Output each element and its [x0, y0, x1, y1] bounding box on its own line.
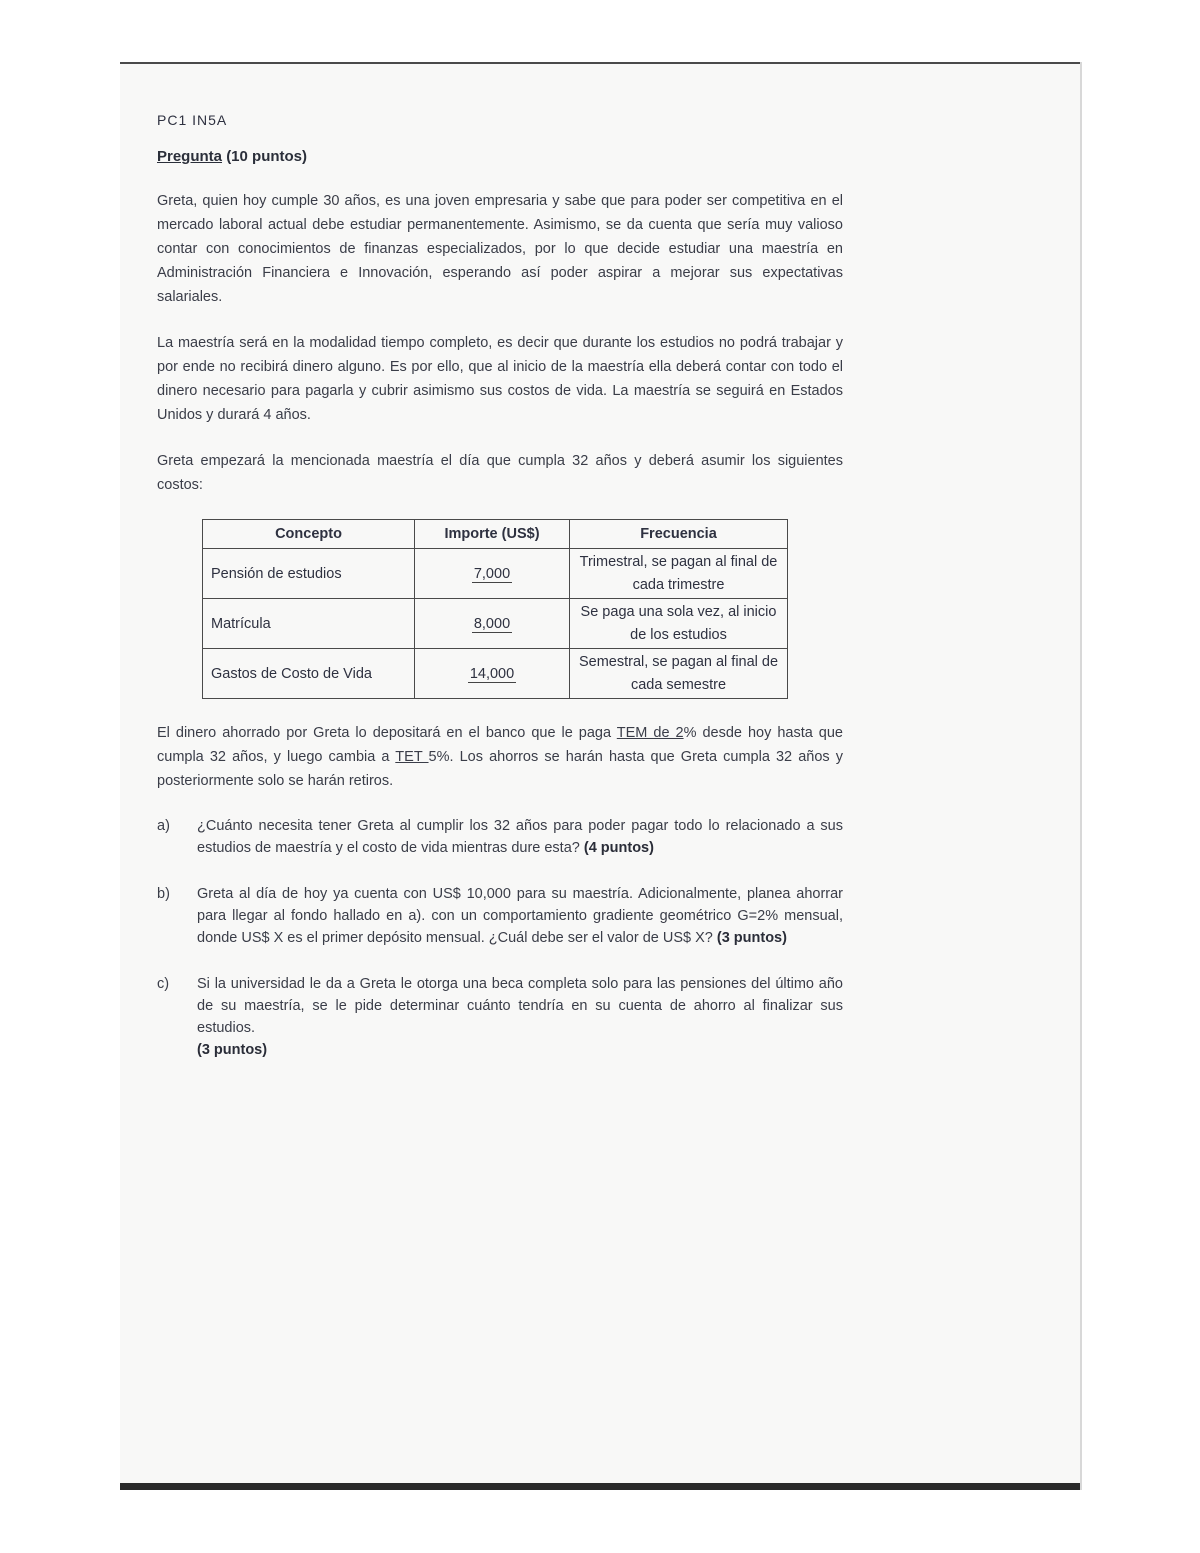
table-row — [203, 599, 788, 649]
cell-frequency — [570, 599, 788, 649]
savings-text-2: % desde hoy hasta que cumpla 32 años, y luego cambia a — [157, 725, 843, 765]
header-importe: Importe (US$) — [415, 520, 570, 549]
freq-line-2: cada trimestre — [632, 576, 725, 593]
cell-concept: Pensión de estudios — [203, 549, 415, 599]
amount-value: 8,000 — [473, 615, 511, 632]
item-body: Si la universidad le da a Greta le otorga una beca completa solo para las pensiones del último año de su maestría, se le pide determinar cuánto tendría en su cuenta de ahorro al finalizar sus estudios. — [197, 976, 843, 1036]
table-header-row — [203, 520, 788, 549]
question-label: Pregunta — [157, 148, 223, 165]
paragraph-intro: Greta, quien hoy cumple 30 años, es una joven empresaria y sabe que para poder ser competitiva en el mercado laboral actual debe estudiar permanentemente. Asimismo, se da cuenta que sería muy valioso contar con conocimientos de finanzas especializados, por lo que decide estudiar una maestría en Administración Financiera e Innovación, esperando así poder aspirar a mejorar sus expectativas salariales. — [157, 193, 843, 305]
freq-line-2: cada semestre — [630, 676, 727, 693]
freq-line-1: Se paga una sola vez, al inicio — [580, 603, 777, 620]
amount-value: 14,000 — [469, 665, 515, 682]
item-body: ¿Cuánto necesita tener Greta al cumplir los 32 años para poder pagar todo lo relacionado a sus estudios de maestría y el costo de vida mientras dure esta? — [197, 818, 843, 856]
cell-amount — [415, 549, 570, 599]
header-concepto: Concepto — [203, 520, 415, 549]
table-row — [203, 649, 788, 699]
question-item-c — [157, 973, 843, 1061]
cell-concept: Matrícula — [203, 599, 415, 649]
cell-concept: Gastos de Costo de Vida — [203, 649, 415, 699]
item-letter: b) — [157, 886, 170, 902]
cell-frequency — [570, 549, 788, 599]
item-letter: a) — [157, 818, 170, 834]
table-row — [203, 549, 788, 599]
course-code: PC1 IN5A — [157, 112, 228, 128]
item-body: Greta al día de hoy ya cuenta con US$ 10,000 para su maestría. Adicionalmente, planea ahorrar para llegar al fondo hallado en a). con un comportamiento gradiente geométrico G=2% mensual, donde US$ X es el primer depósito mensual. ¿Cuál debe ser el valor de US$ X? — [197, 886, 843, 946]
savings-text-3: 5%. Los ahorros se harán hasta que Greta cumpla 32 años y posteriormente solo se harán retiros. — [157, 749, 844, 789]
question-title — [157, 148, 843, 165]
item-points: (3 puntos) — [197, 1042, 268, 1058]
paragraph-modality: La maestría será en la modalidad tiempo completo, es decir que durante los estudios no podrá trabajar y por ende no recibirá dinero alguno. Es por ello, que al inicio de la maestría ella deberá contar con todo el dinero necesario para pagarla y cubrir asimismo sus costos de vida. La maestría se seguirá en Estados Unidos y durará 4 años. — [157, 335, 843, 423]
cell-amount — [415, 599, 570, 649]
item-points: (4 puntos) — [583, 840, 654, 856]
paragraph-costs-intro: Greta empezará la mencionada maestría el día que cumpla 32 años y deberá asumir los siguientes costos: — [157, 453, 843, 493]
freq-line-1: Semestral, se pagan al final de — [578, 653, 779, 670]
amount-value: 7,000 — [473, 565, 511, 582]
item-text — [197, 883, 843, 949]
savings-tem: TEM de 2 — [616, 725, 684, 741]
paper-edge — [1080, 62, 1082, 1490]
item-points: (3 puntos) — [716, 930, 787, 946]
cell-frequency — [570, 649, 788, 699]
question-points: (10 puntos) — [226, 148, 308, 165]
question-item-b — [157, 883, 843, 949]
savings-tet: TET — [395, 749, 429, 765]
cell-amount — [415, 649, 570, 699]
question-item-a — [157, 815, 843, 859]
freq-line-1: Trimestral, se pagan al final de — [579, 553, 778, 570]
item-letter: c) — [157, 976, 170, 992]
item-text — [197, 973, 843, 1061]
item-text — [197, 815, 843, 859]
document-content — [157, 112, 843, 1085]
header-frecuencia: Frecuencia — [570, 520, 788, 549]
paragraph-savings — [157, 721, 843, 793]
costs-table — [202, 519, 788, 699]
savings-text-1: El dinero ahorrado por Greta lo depositará en el banco que le paga — [157, 725, 617, 741]
freq-line-2: de los estudios — [630, 626, 727, 643]
